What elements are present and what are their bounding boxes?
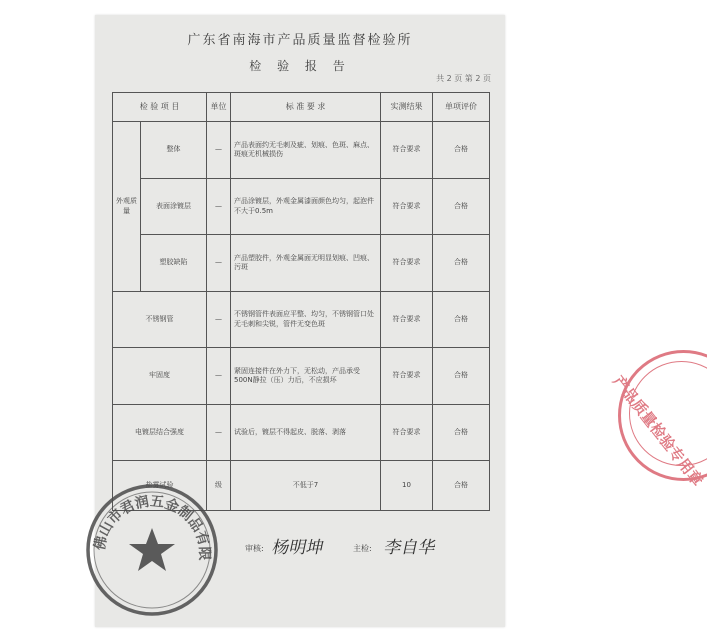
- result-cell: 符合要求: [381, 348, 433, 405]
- table-row: [113, 292, 490, 348]
- group-label: 外观质量: [113, 122, 141, 292]
- header-evaluation: 单项评价: [433, 93, 490, 122]
- table-row: [113, 348, 490, 405]
- inspection-seal: [609, 350, 707, 490]
- requirement-cell: 产品涂镀层，外观金属漆面颜色均匀，起泡件不大于0.5m: [231, 179, 381, 235]
- item-cell: 盐雾试验: [113, 461, 207, 511]
- evaluation-cell: 合格: [433, 461, 490, 511]
- approver-signature: 杨明坤: [270, 538, 326, 558]
- unit-cell: —: [207, 235, 231, 292]
- table-row: [113, 122, 490, 179]
- header-requirement: 标 准 要 求: [231, 93, 381, 122]
- check-label: 主检:: [353, 544, 372, 553]
- result-cell: 符合要求: [381, 405, 433, 461]
- requirement-cell: 不低于7: [231, 461, 381, 511]
- item-cell: 整体: [141, 122, 207, 179]
- unit-cell: —: [207, 348, 231, 405]
- company-seal-graphic: [82, 480, 222, 620]
- company-seal-text: 佛山市君润五金制品有限: [91, 493, 213, 561]
- star-icon: [129, 528, 175, 571]
- table-row: [113, 405, 490, 461]
- evaluation-cell: 合格: [433, 122, 490, 179]
- item-cell: 牢固度: [113, 348, 207, 405]
- unit-cell: —: [207, 292, 231, 348]
- requirement-cell: 试验后，镀层不得起皮、脱落、剥落: [231, 405, 381, 461]
- requirement-cell: 产品塑胶件，外观金属面无明显划痕、凹痕、污斑: [231, 235, 381, 292]
- page-number: 共 2 页 第 2 页: [436, 74, 491, 83]
- approve-label: 审核:: [245, 544, 264, 553]
- header-unit: 单位: [207, 93, 231, 122]
- requirement-cell: 紧固连接件在外力下，无松动，产品承受500N静拉（压）力后，不应损坏: [231, 348, 381, 405]
- table-header-row: [113, 93, 490, 122]
- item-cell: 不锈钢管: [113, 292, 207, 348]
- evaluation-cell: 合格: [433, 348, 490, 405]
- inspection-table: [112, 92, 490, 511]
- document-subtitle: 检 验 报 告: [249, 59, 351, 73]
- company-seal: [82, 480, 222, 620]
- unit-cell: 级: [207, 461, 231, 511]
- inspector-signature: 李自华: [382, 538, 438, 558]
- table-row: [113, 179, 490, 235]
- result-cell: 10: [381, 461, 433, 511]
- result-cell: 符合要求: [381, 292, 433, 348]
- evaluation-cell: 合格: [433, 235, 490, 292]
- item-cell: 表面涂镀层: [141, 179, 207, 235]
- header-result: 实测结果: [381, 93, 433, 122]
- table-row: [113, 235, 490, 292]
- requirement-cell: 产品表面约无毛刺及疵、划痕、色斑、麻点、斑痕无机械损伤: [231, 122, 381, 179]
- document-title: 广东省南海市产品质量监督检验所: [187, 33, 413, 48]
- result-cell: 符合要求: [381, 122, 433, 179]
- evaluation-cell: 合格: [433, 179, 490, 235]
- unit-cell: —: [207, 405, 231, 461]
- evaluation-cell: 合格: [433, 405, 490, 461]
- unit-cell: —: [207, 122, 231, 179]
- unit-cell: —: [207, 179, 231, 235]
- item-cell: 塑胶缺陷: [141, 235, 207, 292]
- requirement-cell: 不锈钢管件表面应平整、均匀，不锈钢管口处无毛刺和尖锐，管件无变色斑: [231, 292, 381, 348]
- header-item: 检 验 项 目: [113, 93, 207, 122]
- item-cell: 电镀层结合强度: [113, 405, 207, 461]
- result-cell: 符合要求: [381, 179, 433, 235]
- evaluation-cell: 合格: [433, 292, 490, 348]
- inspection-seal-text: 产品质量检验专用章: [609, 372, 707, 490]
- result-cell: 符合要求: [381, 235, 433, 292]
